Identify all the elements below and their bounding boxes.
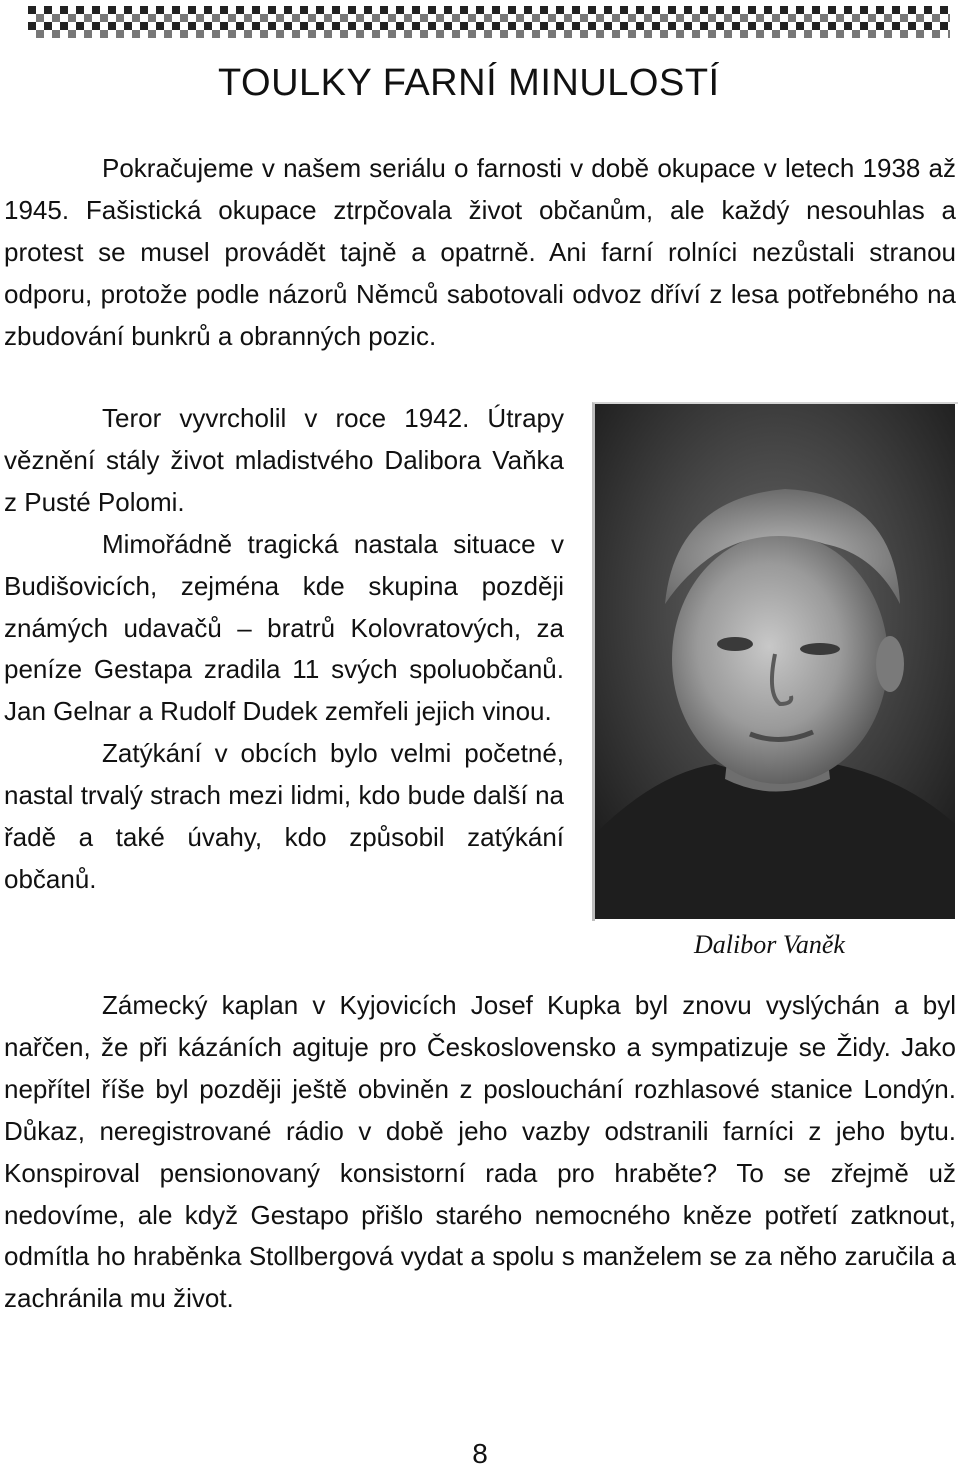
article-intro (4, 148, 956, 358)
paragraph: Pokračujeme v našem seriálu o farnosti v době okupace v letech 1938 až 1945. Fašistická okupace ztrpčovala život občanům, ale každý nesouhlas a protest se musel provádět tajně a opatrně. Ani farní rolníci nezůstali stranou odporu, protože podle názorů Němců sabotovali odvoz dříví z lesa potřebného na zbudování bunkrů a obranných pozic. (4, 153, 956, 351)
paragraph: Zatýkání v obcích bylo velmi početné, nastal trvalý strach mezi lidmi, kdo bude další na řadě a také úvahy, kdo způsobil zatýkání občanů. (4, 738, 564, 894)
portrait-image (595, 404, 955, 919)
paragraph: Zámecký kaplan v Kyjovicích Josef Kupka byl znovu vyslýchán a byl nařčen, že při kázáních agituje pro Československo a sympatizuje se Židy. Jako nepřítel říše byl později ještě obviněn z poslouchání rozhlasové stanice Londýn. Důkaz, neregistrované rádio v době jeho vazby odstranili farníci z jeho bytu. Konspiroval pensionovaný konsistorní rada pro hraběte? To se zřejmě už nedovíme, ale když Gestapo přišlo starého nemocného kněze potřetí zatknout, odmítla ho hraběnka Stollbergová vydat a spolu s manželem se za něho zaručila a zachránila mu život. (4, 990, 956, 1314)
page-title: TOULKY FARNÍ MINULOSTÍ (218, 62, 720, 104)
paragraph: Teror vyvrcholil v roce 1942. Útrapy věznění stály život mladistvého Dalibora Vaňka z Pusté Polomi. (4, 403, 564, 517)
article-continuation (4, 985, 956, 1320)
page-number: 8 (472, 1438, 488, 1469)
checkered-banner-graphic (28, 4, 950, 38)
portrait-photo (592, 402, 958, 921)
paragraph: Mimořádně tragická nastala situace v Budišovicích, zejména kde skupina později známých udavačů – bratrů Kolovratových, za peníze Gestapa zradila 11 svých spoluobčanů. Jan Gelnar a Rudolf Dudek zemřeli jejich vinou. (4, 528, 564, 727)
header-banner (28, 4, 950, 38)
photo-caption: Dalibor Vaněk (694, 930, 845, 959)
article-side-column (4, 398, 564, 901)
